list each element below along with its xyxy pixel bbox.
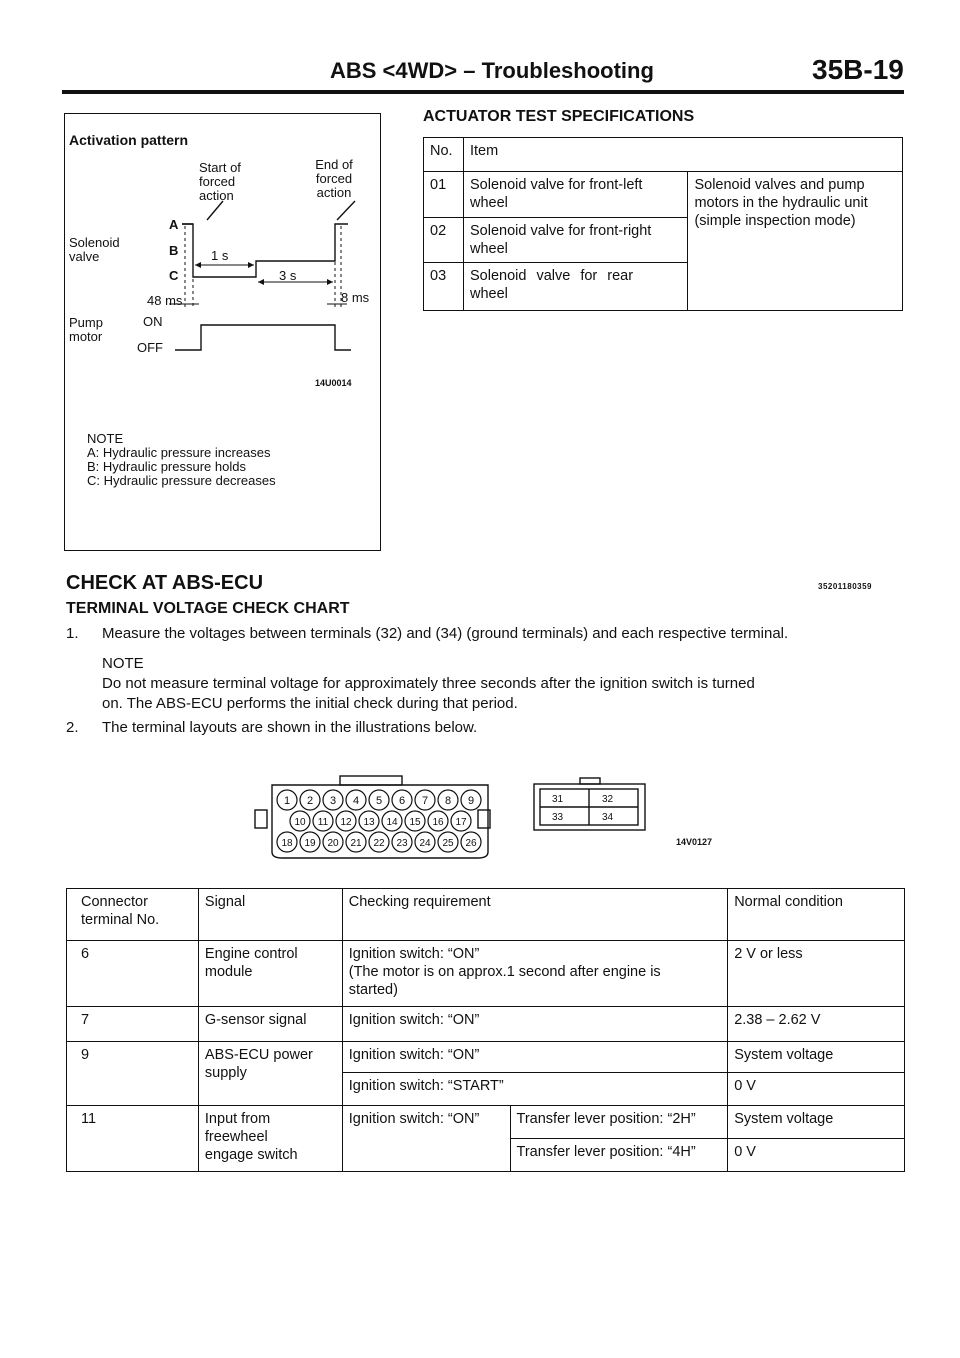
activation-fig-code: 14U0014: [315, 378, 352, 388]
pin-4: 4: [352, 795, 360, 807]
state-c: C: [169, 268, 179, 283]
requirement-cell: Ignition switch: “ON” (The motor is on approx.1 second after engine is started): [342, 941, 727, 1007]
time-8ms: 8 ms: [341, 290, 370, 305]
activation-timing-diagram: [65, 114, 380, 374]
pin-10: 10: [294, 817, 306, 828]
header-rule: [62, 90, 904, 94]
header-normal: Normal condition: [728, 889, 905, 941]
signal-cell: ABS-ECU power supply: [198, 1042, 342, 1106]
pin-24: 24: [419, 838, 431, 849]
header-no: No.: [424, 138, 464, 172]
pin-2: 2: [306, 795, 314, 807]
time-48ms: 48 ms: [147, 293, 183, 308]
pin-13: 13: [363, 817, 375, 828]
pin-22: 22: [373, 838, 385, 849]
pin-6: 6: [398, 795, 406, 807]
chart-title: TERMINAL VOLTAGE CHECK CHART: [66, 600, 350, 617]
row-item: Solenoid valve for front-right wheel: [463, 218, 687, 263]
start-label: Start of forced action: [199, 160, 241, 203]
doc-code: 35201180359: [818, 582, 872, 591]
pump-label: Pump motor: [69, 315, 103, 344]
signal-cell: Engine control module: [198, 941, 342, 1007]
pin-26: 26: [465, 838, 477, 849]
header-item: Item: [463, 138, 902, 172]
terminal-no: 7: [67, 1007, 199, 1042]
row-no: 01: [424, 172, 464, 218]
pin-34: 34: [602, 812, 614, 823]
pin-14: 14: [386, 817, 398, 828]
pump-off-label: OFF: [137, 340, 163, 355]
check-title: CHECK AT ABS-ECU: [66, 572, 264, 594]
actuator-spec: Solenoid valves and pump motors in the hydraulic unit (simple inspection mode): [688, 172, 903, 311]
terminal-no: 9: [67, 1042, 199, 1106]
pin-9: 9: [467, 795, 475, 807]
pin-20: 20: [327, 838, 339, 849]
terminal-no: 6: [67, 941, 199, 1007]
row-no: 02: [424, 218, 464, 263]
terminal-voltage-table: [66, 888, 905, 1172]
normal-cell: System voltage: [728, 1106, 905, 1139]
row-no: 03: [424, 263, 464, 311]
solenoid-label: Solenoid valve: [69, 235, 120, 264]
row-item: Solenoid valve for front-left wheel: [463, 172, 687, 218]
page-number: 35B-19: [812, 54, 904, 85]
pin-15: 15: [409, 817, 421, 828]
normal-cell: 2 V or less: [728, 941, 905, 1007]
pin-11: 11: [317, 817, 329, 828]
activation-notes: NOTE A: Hydraulic pressure increases B: Hydraulic pressure holds C: Hydraulic pressure decreases: [87, 431, 276, 488]
normal-cell: 0 V: [728, 1073, 905, 1106]
normal-cell: 2.38 – 2.62 V: [728, 1007, 905, 1042]
state-b: B: [169, 243, 179, 258]
pin-1: 1: [283, 795, 291, 807]
pin-3: 3: [329, 795, 337, 807]
pin-16: 16: [432, 817, 444, 828]
pin-5: 5: [375, 795, 383, 807]
pin-19: 19: [304, 838, 316, 849]
lever-cell: Transfer lever position: “4H”: [510, 1139, 728, 1172]
time-3s: 3 s: [279, 268, 297, 283]
pin-23: 23: [396, 838, 408, 849]
page-title: ABS <4WD> – Troubleshooting: [330, 58, 654, 83]
pin-32: 32: [602, 794, 614, 805]
state-a: A: [169, 217, 179, 232]
pin-17: 17: [455, 817, 467, 828]
terminal-no: 11: [67, 1106, 199, 1172]
step-note: NOTE Do not measure terminal voltage for approximately three seconds after the ignition switch is turned on. The ABS-ECU performs the initial check during that period.: [102, 655, 755, 712]
activation-title: Activation pattern: [69, 132, 189, 148]
pin-31: 31: [552, 794, 564, 805]
actuator-title: ACTUATOR TEST SPECIFICATIONS: [423, 108, 695, 125]
time-1s: 1 s: [211, 248, 229, 263]
signal-cell: G-sensor signal: [198, 1007, 342, 1042]
connector-diagram: [250, 770, 770, 865]
requirement-cell: Ignition switch: “ON”: [342, 1007, 727, 1042]
pin-33: 33: [552, 812, 564, 823]
requirement-cell: Ignition switch: “ON”: [342, 1042, 727, 1073]
end-label: End of forced action: [315, 157, 353, 200]
pin-18: 18: [281, 838, 293, 849]
normal-cell: 0 V: [728, 1139, 905, 1172]
header-connector: Connector terminal No.: [67, 889, 199, 941]
connector-fig-code: 14V0127: [676, 837, 713, 847]
requirement-cell: Ignition switch: “ON”: [342, 1106, 510, 1172]
pin-25: 25: [442, 838, 454, 849]
signal-cell: Input from freewheel engage switch: [198, 1106, 342, 1172]
activation-pattern-box: [64, 113, 381, 551]
header-requirement: Checking requirement: [342, 889, 727, 941]
header-signal: Signal: [198, 889, 342, 941]
pump-on-label: ON: [143, 314, 163, 329]
pin-12: 12: [340, 817, 352, 828]
normal-cell: System voltage: [728, 1042, 905, 1073]
pin-8: 8: [444, 795, 452, 807]
pin-7: 7: [421, 795, 429, 807]
lever-cell: Transfer lever position: “2H”: [510, 1106, 728, 1139]
row-item: Solenoid valve for rear wheel: [463, 263, 687, 311]
requirement-cell: Ignition switch: “START”: [342, 1073, 727, 1106]
actuator-table: [423, 137, 903, 311]
pin-21: 21: [350, 838, 362, 849]
